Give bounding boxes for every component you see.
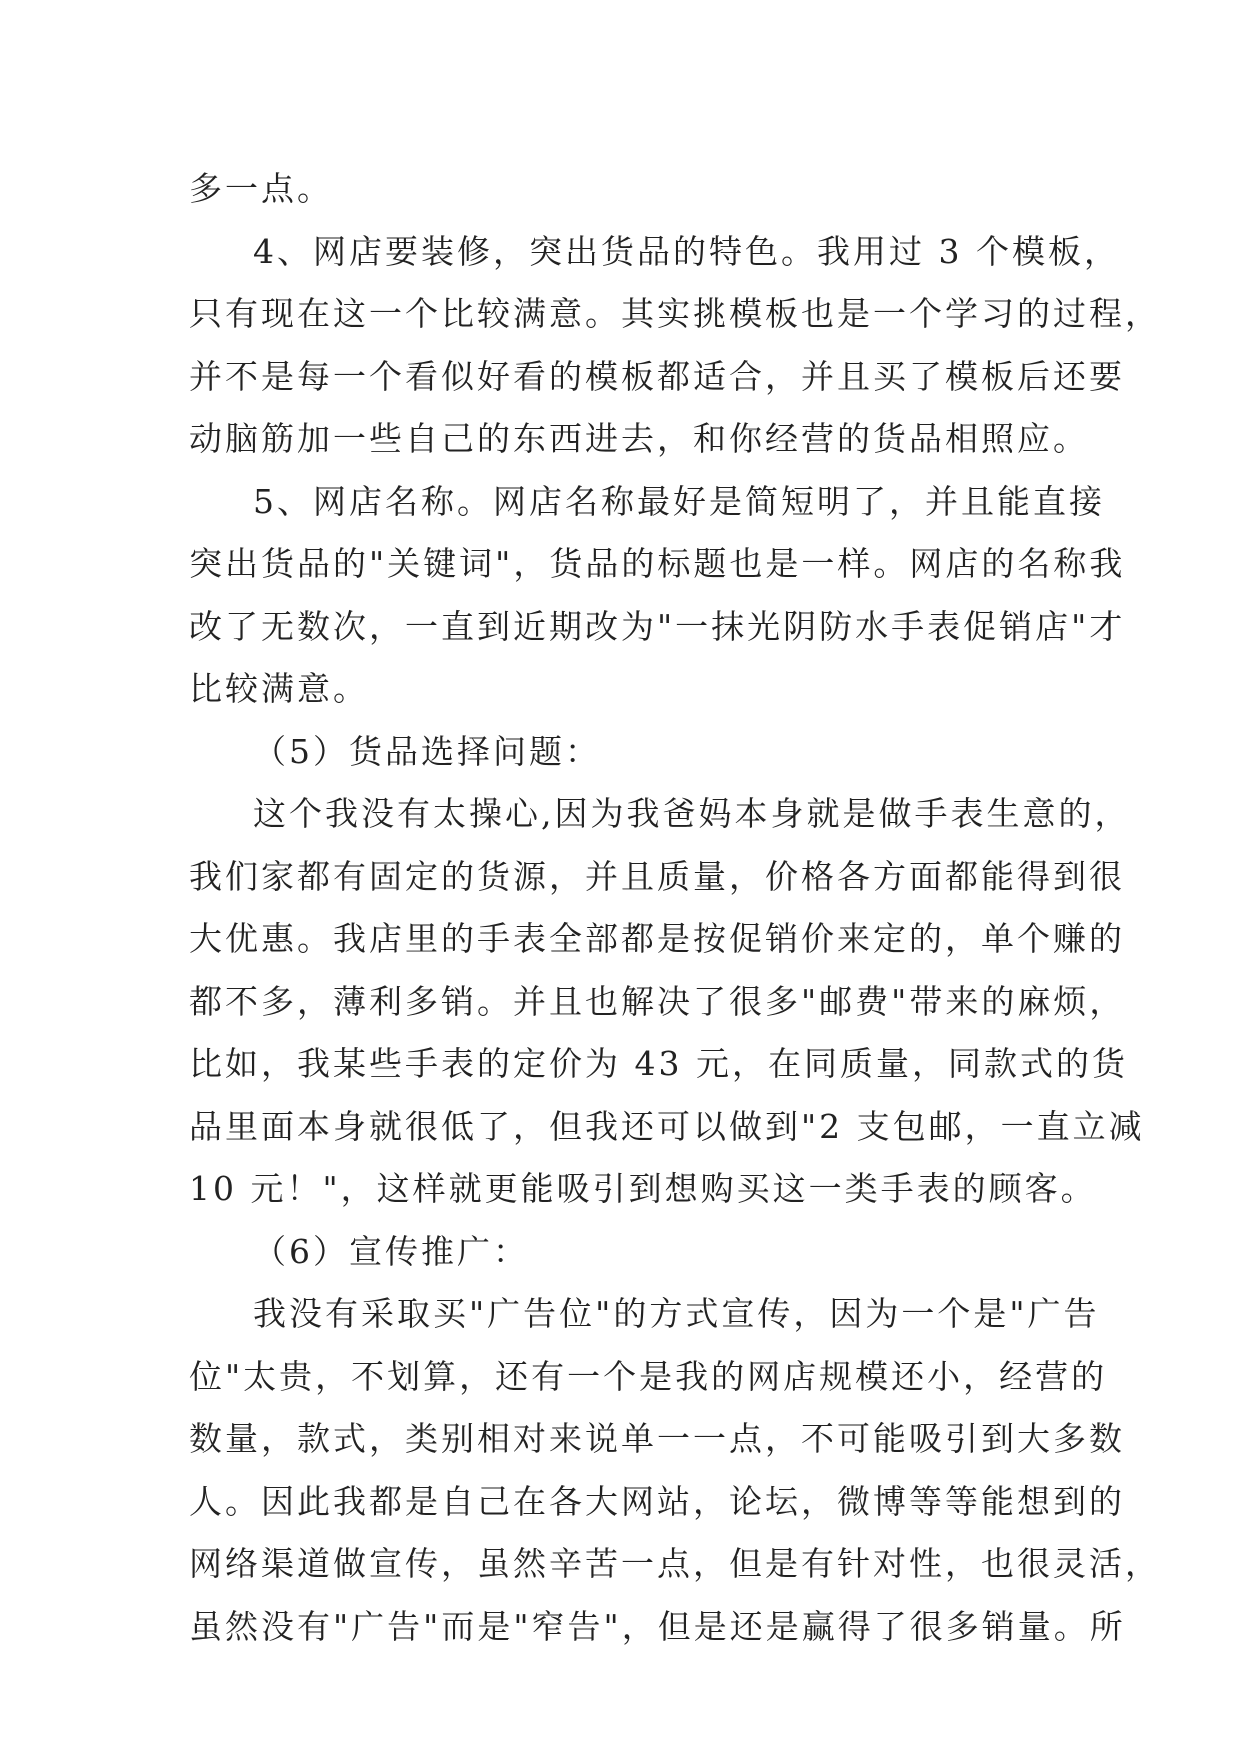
text-line: 网络渠道做宣传，虽然辛苦一点，但是有针对性，也很灵活， <box>189 1544 1161 1583</box>
text-line: 4、网店要装修，突出货品的特色。我用过 3 个模板， <box>253 231 1120 271</box>
text-line: 动脑筋加一些自己的东西进去，和你经营的货品相照应。 <box>189 419 1089 458</box>
text-line: 10 元！"，这样就更能吸引到想购买这一类手表的顾客。 <box>189 1169 1097 1208</box>
text-line: 我没有采取买"广告位"的方式宣传，因为一个是"广告 <box>253 1294 1100 1333</box>
text-line: 只有现在这一个比较满意。其实挑模板也是一个学习的过程， <box>189 294 1161 333</box>
text-line: 5、网店名称。网店名称最好是简短明了，并且能直接 <box>253 481 1105 521</box>
text-line: 这个我没有太操心,因为我爸妈本身就是做手表生意的， <box>253 794 1131 833</box>
text-line: 都不多，薄利多销。并且也解决了很多"邮费"带来的麻烦， <box>189 981 1126 1021</box>
text-line: 品里面本身就很低了，但我还可以做到"2 支包邮，一直立减 <box>189 1106 1145 1146</box>
text-line: 大优惠。我店里的手表全部都是按促销价来定的，单个赚的 <box>189 919 1125 958</box>
text-line: 虽然没有"广告"而是"窄告"，但是还是赢得了很多销量。所 <box>189 1606 1126 1646</box>
body-text <box>189 158 1161 1658</box>
text-line: 并不是每一个看似好看的模板都适合，并且买了模板后还要 <box>189 356 1125 396</box>
section-heading: （5）货品选择问题： <box>253 731 601 771</box>
text-line: 我们家都有固定的货源，并且质量，价格各方面都能得到很 <box>189 856 1125 896</box>
text-line: 数量，款式，类别相对来说单一一点，不可能吸引到大多数 <box>189 1419 1125 1458</box>
text-line: 位"太贵，不划算，还有一个是我的网店规模还小，经营的 <box>189 1356 1108 1396</box>
section-heading: （6）宣传推广： <box>253 1231 529 1271</box>
text-line: 多一点。 <box>189 169 333 208</box>
text-line: 比较满意。 <box>189 669 369 708</box>
text-line: 人。因此我都是自己在各大网站，论坛，微博等等能想到的 <box>189 1481 1125 1521</box>
text-line: 突出货品的"关键词"，货品的标题也是一样。网店的名称我 <box>189 544 1126 583</box>
text-line: 比如，我某些手表的定价为 43 元，在同质量，同款式的货 <box>189 1044 1128 1083</box>
text-line: 改了无数次，一直到近期改为"一抹光阴防水手表促销店"才 <box>189 606 1126 646</box>
